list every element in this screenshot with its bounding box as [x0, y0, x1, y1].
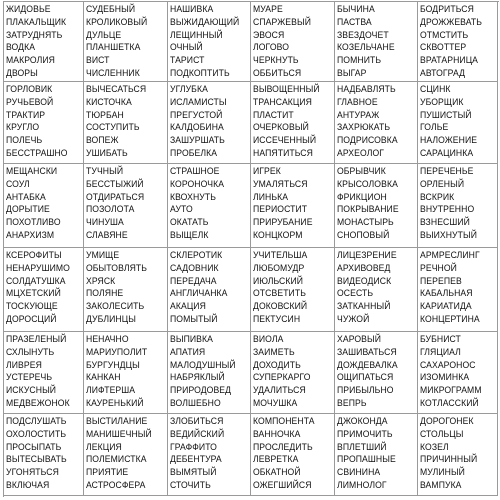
word: ВЕПРЬ [337, 397, 367, 409]
word: ПАСТВА [337, 16, 372, 28]
word: ЧИНУША [86, 217, 124, 229]
word: ПЛАНШЕТКА [86, 42, 141, 54]
word: ВИСТ [86, 55, 110, 67]
word: ЛЮБОМУДР [253, 262, 305, 274]
word: СЦИНК [420, 84, 451, 95]
word: ЛИНЬКА [253, 191, 289, 203]
word: ВЫЧЕСАТЬСЯ [86, 84, 147, 95]
word-cell [251, 164, 335, 248]
word: ОТДИРАТЬСЯ [86, 191, 145, 203]
word-cell [418, 248, 498, 332]
word: ВЫИХНУТЫЙ [420, 229, 478, 241]
word-cell [335, 164, 418, 248]
word-cell [84, 164, 168, 248]
word: ВЗНЕСШИЙ [420, 217, 470, 229]
word-cell [4, 164, 84, 248]
word-cell [168, 2, 251, 82]
word: ЗАТКАННЫЙ [337, 301, 391, 313]
word: ВНУТРЕННО [420, 204, 475, 216]
word: ПЕРЕЧЕНЬЕ [420, 166, 474, 177]
word: ПЕРИОСТИТ [253, 204, 308, 216]
word: ГРАФФИТО [170, 441, 217, 453]
word: ЭВОСЯ [253, 29, 285, 41]
word: УЧИТЕЛЬША [253, 250, 308, 261]
word: НАШИВКА [170, 4, 214, 15]
word: КРУГЛО [6, 122, 40, 134]
word: УМАЛЯТЬСЯ [253, 178, 308, 190]
word-cell [251, 82, 335, 164]
word: ЛЕВРЕТКА [253, 454, 299, 466]
word: ГОРЛОВИК [6, 84, 53, 95]
word: КРЫСОЛОВКА [337, 178, 398, 190]
word: НАДБАВЛЯТЬ [337, 84, 396, 95]
word: ПОДКОПТИТЬ [170, 67, 230, 79]
word: МАЛОДУШНЫЙ [170, 359, 236, 371]
word: ДОРОГОНЕК [420, 416, 474, 427]
word: КОЗЕЛЬЧАНЕ [337, 42, 395, 54]
word: МАНИШЕЧНЫЙ [86, 428, 152, 440]
word: ЛИЦЕЗРЕНИЕ [337, 250, 397, 261]
word-cell [84, 82, 168, 164]
word: КОМПОНЕНТА [253, 416, 315, 427]
word-cell [335, 2, 418, 82]
word: ОЩИПАТЬСЯ [337, 372, 394, 384]
word-cell [168, 332, 251, 414]
word: ГОЛЬЕ [420, 122, 449, 134]
word: РУЧЬЕВОЙ [6, 96, 54, 108]
word-cell [168, 248, 251, 332]
word: ПРЕГУСТОЙ [170, 109, 223, 121]
word-cell [4, 414, 84, 496]
word-cell [251, 248, 335, 332]
word: ПРИЧИННЫЙ [420, 454, 478, 466]
word: ОХОЛОСТИТЬ [6, 428, 67, 440]
word-cell [84, 248, 168, 332]
word: НАБРЯКЛЫЙ [170, 372, 225, 384]
word: ИССЕЧЕННЫЙ [253, 135, 317, 147]
word: ГЛЯЦИАЛ [420, 346, 461, 358]
word: УСТЕРЕЧЬ [6, 372, 53, 384]
word: ЗАКОЛЕСИТЬ [86, 301, 145, 313]
word-cell [418, 2, 498, 82]
word: ЧЕРКНУТЬ [253, 55, 299, 67]
word: ЛИВРЕЯ [6, 359, 42, 371]
word: АПАТИЯ [170, 346, 206, 358]
word: ДОКОВСКИЙ [253, 301, 308, 313]
word: ДВОРЫ [6, 67, 38, 79]
word: ДОХОДИТЬ [253, 359, 301, 371]
word: ПОМЫТЫЙ [170, 313, 218, 325]
word: СУДЕБНЫЙ [86, 4, 136, 15]
word: ВАННОЧКА [253, 428, 301, 440]
word: СНОПОВЫЙ [337, 229, 390, 241]
word: ПОХОТЛИВО [6, 217, 61, 229]
word: НЕНАРУШИМО [6, 262, 70, 274]
word: АРМРЕСЛИНГ [420, 250, 480, 261]
word: ОЧНЫЙ [170, 42, 203, 54]
word: ДЕБЕНТУРА [170, 454, 222, 466]
word: ВИОЛА [253, 334, 284, 345]
word: ВОПЕЖ [86, 135, 119, 147]
word: ИСЛАМИСТЫ [170, 96, 227, 108]
word-cell [418, 414, 498, 496]
word: ПОЛЕМИСТКА [86, 454, 147, 466]
word: ВСКРИК [420, 191, 455, 203]
word: СКВОТТЕР [420, 42, 467, 54]
word: ЗАШУРШАТЬ [170, 135, 225, 147]
word: ВРАТАРНИЦА [420, 55, 479, 67]
word: КОНЦЕРТИНА [420, 313, 480, 325]
word: ВЫЩЕЛК [170, 229, 209, 241]
word: МЕЩАНСКИ [6, 166, 58, 177]
word: ПРОПАШНЫЕ [337, 454, 396, 466]
word: ЛИМНОЛОГ [337, 479, 387, 491]
word-cell [418, 82, 498, 164]
word: АНАРХИЗМ [6, 229, 55, 241]
word: ВОДКА [6, 42, 36, 54]
word: ЧУЖОЙ [337, 313, 370, 325]
word: ПЕКТУСИН [253, 313, 301, 325]
word: УШИБАТЬ [86, 147, 128, 159]
word: СОСТУПИТЬ [86, 122, 140, 134]
word: АРХИВОВЕД [337, 262, 391, 274]
word: УДАЛИТЬСЯ [253, 385, 306, 397]
word: МОЧУШКА [253, 397, 298, 409]
word: СХЛЫНУТЬ [6, 346, 55, 358]
word: ВЫСТИЛАНИЕ [86, 416, 148, 427]
word: ЛЕЩИННЫЙ [170, 29, 223, 41]
word: ОКАТАТЬ [170, 217, 209, 229]
word: МУАРЕ [253, 4, 283, 15]
word-cell [251, 414, 335, 496]
word: ПЕРЕПЕВ [420, 275, 462, 287]
word: УБОРЩИК [420, 96, 464, 108]
word: ТУЧНЫЙ [86, 166, 124, 177]
word-cell [251, 2, 335, 82]
word-cell [4, 332, 84, 414]
word: ИЮЛЬСКИЙ [253, 275, 304, 287]
word: ВЫПИВКА [170, 334, 214, 345]
word: КАНКАН [86, 372, 121, 384]
word: КОТЛАССКИЙ [420, 397, 479, 409]
word: ЛИФТЕРША [86, 385, 136, 397]
word: КСЕРОФИТЫ [6, 250, 62, 261]
word: ПЕРЕДАЧА [170, 275, 217, 287]
word: САДОВНИК [170, 262, 219, 274]
word: АУТО [170, 204, 193, 216]
word: ВЫТЕСЫВАТЬ [6, 454, 67, 466]
word: ОБЫТОВЛЯТЬ [86, 262, 148, 274]
word: ПРОСЛЕДИТЬ [253, 441, 313, 453]
word: ОББИТЬСЯ [253, 67, 302, 79]
word: СПАРЖЕВЫЙ [253, 16, 312, 28]
word: МАРИУПОЛИТ [86, 346, 148, 358]
word: ТАРИСТ [170, 55, 205, 67]
word: ЛОГОВО [253, 42, 290, 54]
word: ЗАХРЮКАТЬ [337, 122, 391, 134]
word: ТРАКТИР [6, 109, 46, 121]
word: ВЫМЯТЫЙ [170, 467, 217, 479]
word: ПЛАСТИТ [253, 109, 294, 121]
word: СТОЧИТЬ [170, 479, 211, 491]
word: ВОЛШЕБНО [170, 397, 221, 409]
word: ОЧЕРКОВЫЙ [253, 122, 309, 134]
word: САРАЦИНКА [420, 147, 474, 159]
word: НЕНАЧНО [86, 334, 129, 345]
word-cell [168, 164, 251, 248]
word: ПОЛЯНЕ [86, 288, 124, 300]
word: ЗАИМЕТЬ [253, 346, 295, 358]
word: КАРИАТИДА [420, 301, 472, 313]
word: СКЛЕРОТИК [170, 250, 223, 261]
word: СТРАШНОЕ [170, 166, 220, 177]
word: НАПЯТИТЬСЯ [253, 147, 313, 159]
word: ДРОЖЖЕВАТЬ [420, 16, 483, 28]
word: АКАЦИЯ [170, 301, 206, 313]
word-cell [335, 332, 418, 414]
word-cell [418, 332, 498, 414]
word-cell [84, 414, 168, 496]
word: ДУЛЬЦЕ [86, 29, 122, 41]
word: КРОЛИКОВЫЙ [86, 16, 148, 28]
word: ПРИБЫЛЬНО [337, 385, 394, 397]
word-cell [168, 82, 251, 164]
word: ВЫГАР [337, 67, 367, 79]
word: КОРОНОЧКА [170, 178, 225, 190]
word: ПРИМОЧИТЬ [337, 428, 393, 440]
word: ВЫЖИДАЮЩИЙ [170, 16, 240, 28]
word: ЛЕКЦИЯ [86, 441, 122, 453]
word: ПРИРУБАНИЕ [253, 217, 313, 229]
word: ПОДСЛУШАТЬ [6, 416, 67, 427]
word: ПРОБЕЛКА [170, 147, 218, 159]
word: ТОСКУЮЩЕ [6, 301, 58, 313]
word: ПРОСЫПАТЬ [6, 441, 62, 453]
word: ОБРЫВЧИК [337, 166, 386, 177]
word: ГЛАВНОЕ [337, 96, 378, 108]
word: УГОНЯТЬСЯ [6, 467, 59, 479]
word: КИСТОЧКА [86, 96, 132, 108]
word-cell [4, 82, 84, 164]
word: ТРАНСАКЦИЯ [253, 96, 313, 108]
word: БЕССТЫЖИЙ [86, 178, 144, 190]
word: ИЗОМИНКА [420, 372, 470, 384]
word: АНТУРАЖ [337, 109, 380, 121]
word: АВТОГРАД [420, 67, 466, 79]
word: БОДРИТЬСЯ [420, 4, 474, 15]
word: ВЫВОЩЕННЫЙ [253, 84, 320, 95]
word: ЗАШИВАТЬСЯ [337, 346, 397, 358]
word: БЫЧИНА [337, 4, 375, 15]
word: УГЛУБКА [170, 84, 208, 95]
word: ЗАТРУДНЯТЬ [6, 29, 63, 41]
word: ВКЛЮЧАЯ [6, 479, 50, 491]
word: КАЛДОБИНА [170, 122, 224, 134]
word: ПОМНИТЬ [337, 55, 382, 67]
word: ВИДЕОДИСК [337, 275, 392, 287]
word: ТЮРБАН [86, 109, 124, 121]
word: МЦХЕТСКИЙ [6, 288, 61, 300]
word: ОЖЕГШИЙСЯ [253, 479, 312, 491]
word: ПЛАКАЛЬЩИК [6, 16, 67, 28]
word: ДОЖДЕВАЛКА [337, 359, 398, 371]
word-cell [418, 164, 498, 248]
word: БЕССТРАШНО [6, 147, 68, 159]
word: ИСКУСНЫЙ [6, 385, 57, 397]
word: ДУБЛИНЦЫ [86, 313, 136, 325]
word: ПУШИСТЫЙ [420, 109, 472, 121]
word: КОЗЕЛ [420, 441, 449, 453]
word: СУПЕРКАРГО [253, 372, 311, 384]
word: ДОРЫТИЕ [6, 204, 50, 216]
word-cell [335, 414, 418, 496]
word: ПРИРОДОВЕД [170, 385, 232, 397]
word-cell [4, 248, 84, 332]
word: ДЖОКОНДА [337, 416, 388, 427]
word: ВПЛЕТШИЙ [337, 441, 387, 453]
word: БУРГУНДЦЫ [86, 359, 140, 371]
word: МЕДВЕЖОНОК [6, 397, 70, 409]
word-cell [251, 332, 335, 414]
word: ФРИКЦИОН [337, 191, 387, 203]
word: ПРАЗЕЛЕНЫЙ [6, 334, 67, 345]
word: БУБНИСТ [420, 334, 461, 345]
word: ОРЛЕНЫЙ [420, 178, 465, 190]
word: ПРИЯТИЕ [86, 467, 129, 479]
word: АНТАБКА [6, 191, 46, 203]
word-grid [3, 1, 499, 497]
word-cell [84, 2, 168, 82]
word: АНГЛИЧАНКА [170, 288, 228, 300]
word-cell [335, 248, 418, 332]
word: ЗЛОБИТЬСЯ [170, 416, 224, 427]
word: АРХЕОЛОГ [337, 147, 385, 159]
word: ХРЯСК [86, 275, 116, 287]
word: МОНАСТЫРЬ [337, 217, 394, 229]
word: КАБАЛЬНАЯ [420, 288, 473, 300]
word: СТОЛЬЦЫ [420, 428, 464, 440]
word: ВЕДИЙСКИЙ [170, 428, 225, 440]
word: ПОКРЫВАНИЕ [337, 204, 399, 216]
word: КВОХНУТЬ [170, 191, 216, 203]
word: ЖИДОВЬЕ [6, 4, 51, 15]
word: СВИНИНА [337, 467, 381, 479]
word: СОУЛ [6, 178, 30, 190]
word: РЕЧНОЙ [420, 262, 457, 274]
word: ИГРЕК [253, 166, 281, 177]
word: АСТРОСФЕРА [86, 479, 146, 491]
word-cell [168, 414, 251, 496]
word: ОТСВЕТИТЬ [253, 288, 306, 300]
word: МУЛИНЫЙ [420, 467, 465, 479]
word: ПОЗОЛОТА [86, 204, 135, 216]
word: МАКРОЛИЯ [6, 55, 56, 67]
word: НАЛОЖЕНИЕ [420, 135, 478, 147]
word: ВАМПУКА [420, 479, 462, 491]
word: ОБКАТНОЙ [253, 467, 301, 479]
word: ОСЕСТЬ [337, 288, 374, 300]
word-cell [335, 82, 418, 164]
word: ДОРОСЦИЙ [6, 313, 57, 325]
word: ЧИСЛЕННИК [86, 67, 140, 79]
word: САХАРОНОС [420, 359, 476, 371]
word-cell [4, 2, 84, 82]
word: МИКРОГРАММ [420, 385, 482, 397]
word: ХАРОВЫЙ [337, 334, 382, 345]
word: УМИЩЕ [86, 250, 120, 261]
word: ПОЛЕЧЬ [6, 135, 43, 147]
word: КОНЦКОРМ [253, 229, 303, 241]
word: СОЛДАТУШКА [6, 275, 66, 287]
word: ПОДРИСОВКА [337, 135, 398, 147]
word: ЗВЕЗДОЧЕТ [337, 29, 389, 41]
word: СЛАВЯНЕ [86, 229, 128, 241]
word-cell [84, 332, 168, 414]
word: КАУРЕНЬКИЙ [86, 397, 144, 409]
word: ОТМСТИТЬ [420, 29, 469, 41]
